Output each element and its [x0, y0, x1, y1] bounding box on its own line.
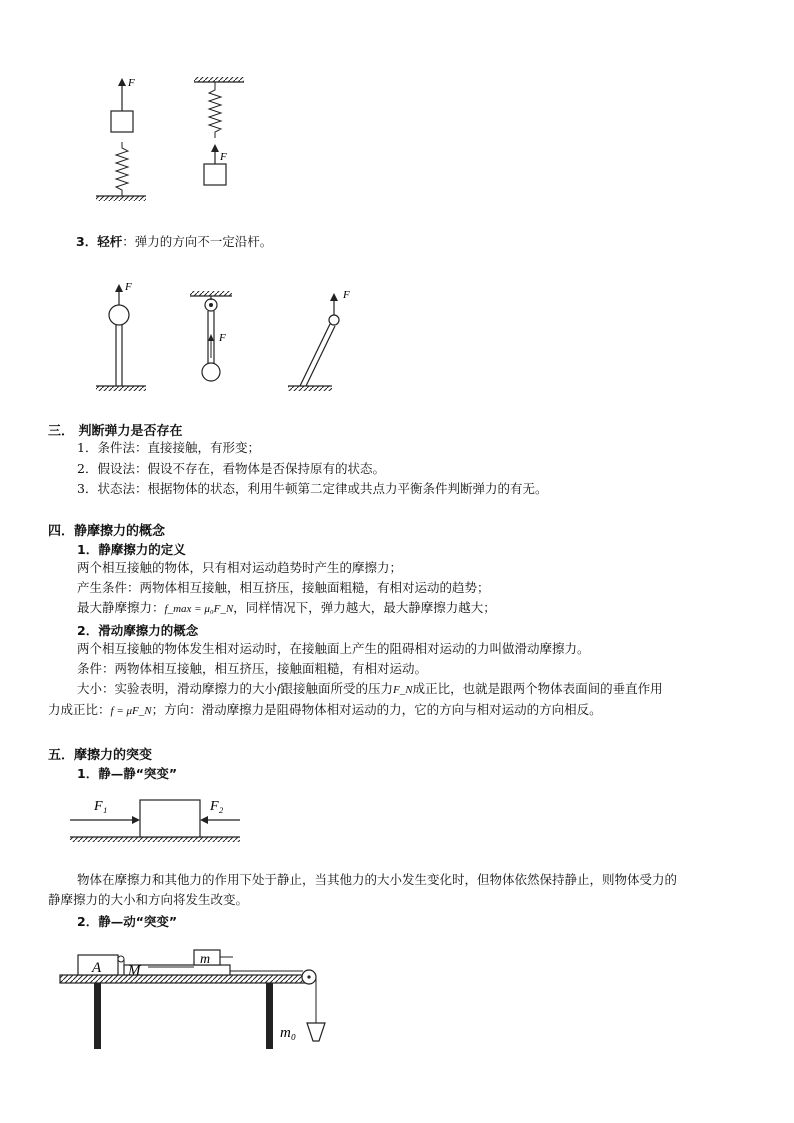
- rod-f-label-3: F: [343, 289, 350, 301]
- static-static-diagram: [70, 790, 245, 845]
- static-dynamic-diagram: [58, 945, 338, 1055]
- size-formula: f = μF_N: [110, 705, 152, 717]
- spring-diagram: [90, 70, 260, 210]
- section5-sub1: 1．静—静“突变”: [77, 766, 178, 781]
- sliding-friction-definition: 两个相互接触的物体发生相对运动时，在接触面上产生的阻碍相对运动的力叫做滑动摩擦力。: [77, 641, 590, 656]
- board-m-label: M: [128, 963, 141, 979]
- sliding-friction-condition: 条件：两物体相互接触，相互挤压，接触面粗糙，有相对运动。: [77, 661, 428, 676]
- section5-heading: 五．摩擦力的突变: [48, 748, 153, 763]
- force-f1-label: F₁: [94, 799, 108, 814]
- max-suffix: ，同样情况下，弹力越大，最大静摩擦力越大；: [233, 600, 496, 615]
- section3-item-1: 1．条件法：直接接触，有形变；: [77, 440, 260, 455]
- force-f2-label: F₂: [210, 799, 224, 814]
- static-friction-condition: 产生条件：两物体相互接触，相互挤压，接触面粗糙，有相对运动的趋势；: [77, 580, 490, 595]
- rod-f-label-1: F: [125, 281, 132, 293]
- rod-line: [76, 234, 272, 250]
- spring-f-label-1: F: [128, 77, 135, 89]
- spring-f-label-2: F: [220, 151, 227, 163]
- size-text-c: 成正比，也就是跟两个物体表面间的垂直作用: [412, 681, 663, 696]
- sliding-friction-size-line1: [77, 681, 663, 698]
- weight-m0-label: m₀: [280, 1025, 297, 1041]
- rod-title: 轻杆: [97, 234, 123, 249]
- section3-item-3: 3．状态法：根据物体的状态，利用牛顿第二定律或共点力平衡条件判断弹力的有无。: [77, 481, 548, 496]
- section4-sub1: 1．静摩擦力的定义: [77, 542, 186, 557]
- block-small-m-label: m: [200, 952, 211, 967]
- section4-sub2: 2．滑动摩擦力的概念: [77, 623, 199, 638]
- size-text-a: 大小：实验表明，滑动摩擦力的大小: [77, 681, 278, 696]
- max-prefix: 最大静摩擦力：: [77, 600, 165, 615]
- section5-para-line1: 物体在摩擦力和其他力的作用下处于静止，当其他力的大小发生变化时，但物体依然保持静止，则物体受力的: [77, 872, 678, 887]
- section3-heading: 三． 判断弹力是否存在: [48, 424, 183, 439]
- sliding-friction-size-line2: [48, 702, 602, 719]
- size-text-e: ；方向：滑动摩擦力是阻碍物体相对运动的力，它的方向与相对运动的方向相反。: [151, 702, 602, 717]
- size-fn: F_N: [393, 684, 413, 696]
- rod-text: ：弹力的方向不一定沿杆。: [122, 234, 273, 249]
- section5-sub2: 2．静—动“突变”: [77, 914, 178, 929]
- size-text-d: 力成正比：: [48, 702, 111, 717]
- size-f: f: [277, 682, 281, 696]
- max-formula: f_max = μ₀F_N: [164, 603, 234, 615]
- section5-para-line2: 静摩擦力的大小和方向将发生改变。: [48, 892, 249, 907]
- rod-diagram: [92, 278, 372, 393]
- rod-number: 3．: [76, 234, 98, 249]
- size-text-b: 跟接触面所受的压力: [280, 681, 394, 696]
- section4-heading: 四．静摩擦力的概念: [48, 524, 166, 539]
- rod-f-label-2: F: [219, 332, 226, 344]
- block-a-label: A: [92, 960, 102, 976]
- static-friction-definition: 两个相互接触的物体，只有相对运动趋势时产生的摩擦力；: [77, 560, 403, 575]
- max-static-friction-line: [77, 600, 496, 617]
- section3-item-2: 2．假设法：假设不存在，看物体是否保持原有的状态。: [77, 461, 385, 476]
